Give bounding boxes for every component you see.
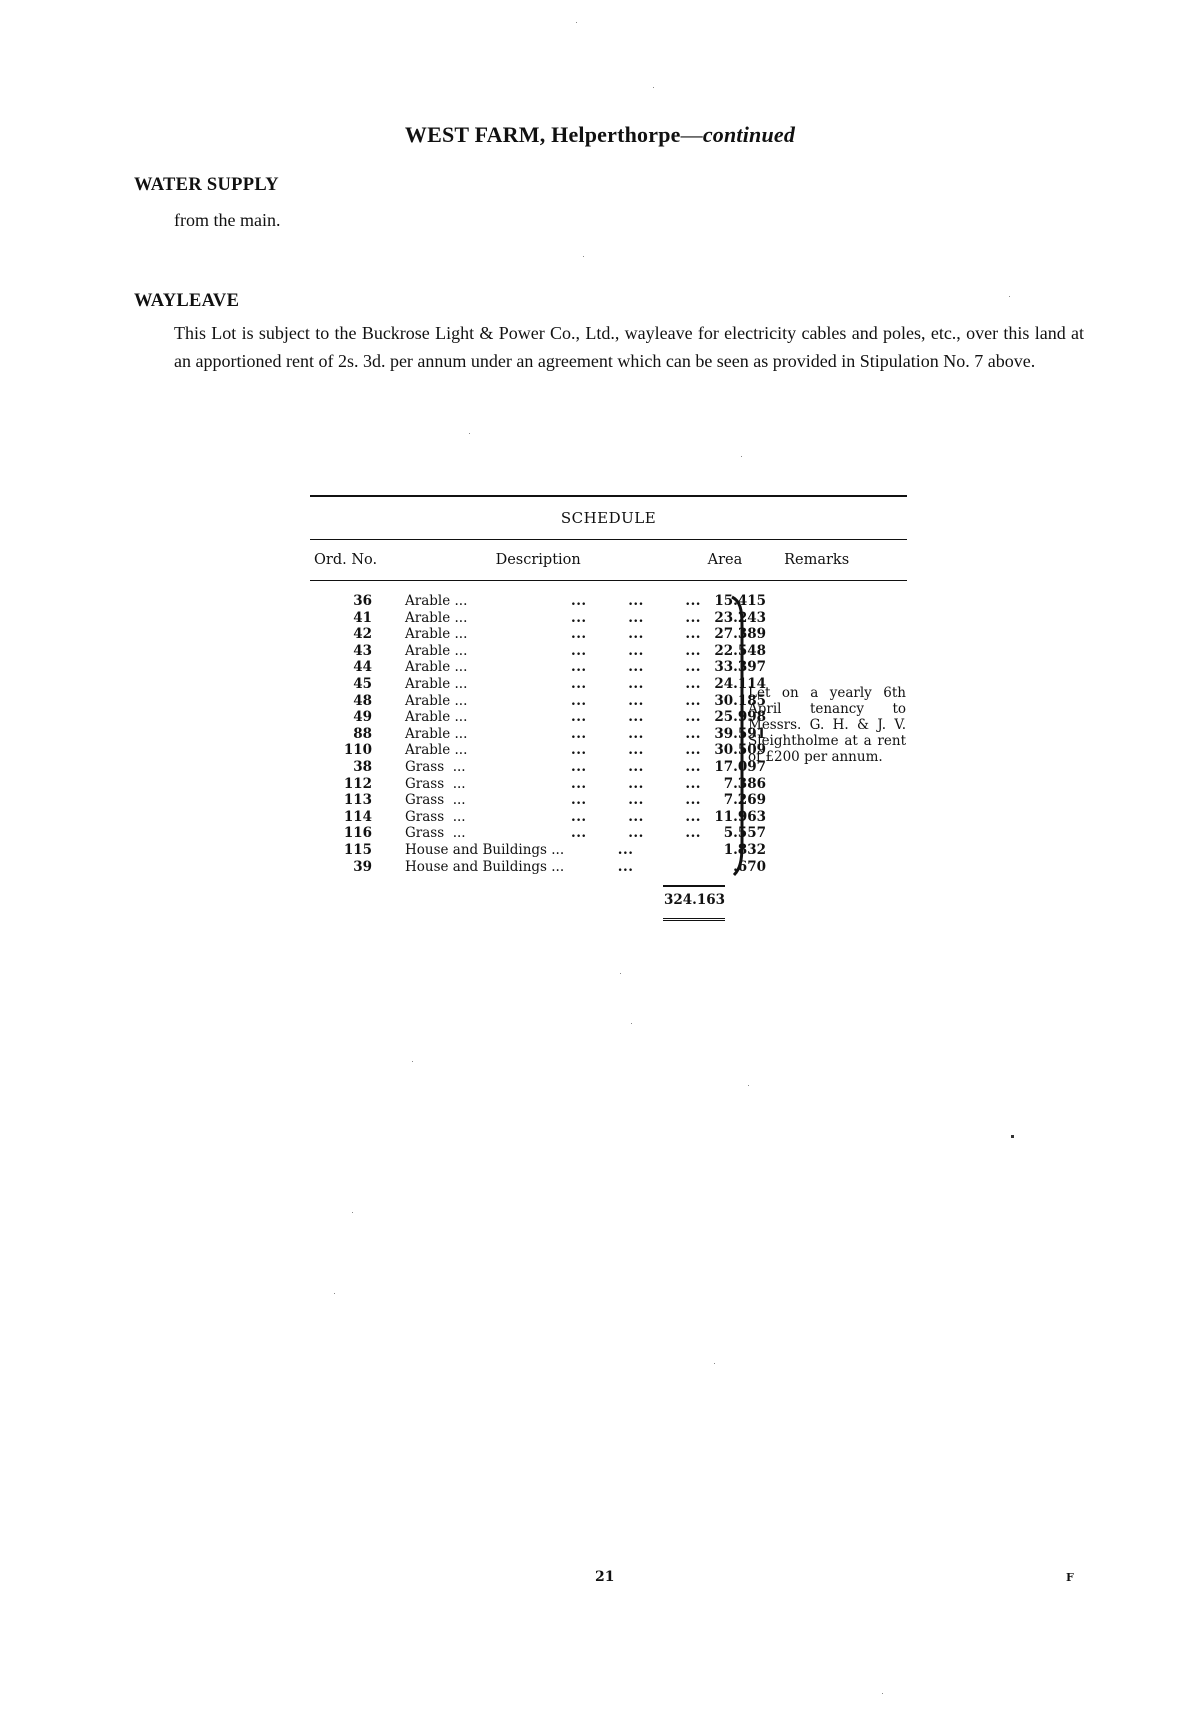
column-header-description: Description <box>495 552 581 568</box>
page-number: 21 <box>595 1569 615 1585</box>
area-cell: 23.243 <box>714 609 766 626</box>
description-cell: Arable ... <box>405 742 468 759</box>
ord-number-cell: 110 <box>343 742 372 759</box>
description-cell: House and Buildings ... <box>405 841 565 858</box>
scan-speck <box>748 1085 749 1086</box>
description-cell: Grass ... <box>405 792 466 809</box>
ord-number-cell: 114 <box>343 808 372 825</box>
description-cell: Grass ... <box>405 808 466 825</box>
ord-number-cell: 38 <box>353 758 372 775</box>
area-cell: 5.557 <box>723 825 766 842</box>
total-rule <box>663 885 725 887</box>
description-cell: Arable ... <box>405 725 468 742</box>
leader-dots: ... ... ... <box>545 642 701 659</box>
table-row <box>310 859 907 876</box>
description-cell: Arable ... <box>405 626 468 643</box>
page-title <box>0 122 1200 148</box>
scan-speck <box>576 22 577 23</box>
leader-dots: ... ... ... <box>545 626 701 643</box>
leader-dots: ... ... ... <box>545 775 701 792</box>
table-row <box>310 643 907 660</box>
wayleave-heading: WAYLEAVE <box>134 291 240 311</box>
description-cell: Arable ... <box>405 692 468 709</box>
description-cell: Grass ... <box>405 775 466 792</box>
area-cell: 25.998 <box>714 709 766 726</box>
leader-dots: ... <box>545 858 634 875</box>
ord-number-cell: 41 <box>353 609 372 626</box>
leader-dots: ... ... ... <box>545 742 701 759</box>
area-cell: 17.097 <box>714 758 766 775</box>
scan-speck <box>412 1061 413 1062</box>
description-cell: Arable ... <box>405 659 468 676</box>
column-header-area: Area <box>707 552 743 568</box>
leader-dots: ... ... ... <box>545 725 701 742</box>
area-cell: .670 <box>733 858 766 875</box>
area-cell: 39.591 <box>714 725 766 742</box>
leader-dots: ... ... ... <box>545 792 701 809</box>
column-header-ord-no: Ord. No. <box>314 552 378 568</box>
title-main: WEST FARM, Helperthorpe <box>404 122 681 147</box>
description-cell: Grass ... <box>405 758 466 775</box>
area-cell: 7.386 <box>723 775 766 792</box>
description-cell: Arable ... <box>405 709 468 726</box>
schedule-column-headers <box>310 540 907 580</box>
ord-number-cell: 88 <box>353 725 372 742</box>
ord-number-cell: 43 <box>353 642 372 659</box>
table-row <box>310 593 907 610</box>
total-double-rule <box>663 918 725 921</box>
leader-dots: ... <box>545 841 634 858</box>
ord-number-cell: 113 <box>343 792 372 809</box>
area-cell: 22.548 <box>714 642 766 659</box>
area-total: 324.163 <box>663 892 725 909</box>
schedule-rows <box>310 593 907 909</box>
scan-speck <box>1009 296 1010 297</box>
scan-speck <box>714 1363 715 1364</box>
brace-icon <box>730 595 750 877</box>
ord-number-cell: 42 <box>353 626 372 643</box>
schedule-remarks: Let on a yearly 6th April tenancy to Messrs. G. H. & J. V. Sleightholme at a rent of £200 per annum. <box>748 685 906 765</box>
leader-dots: ... ... ... <box>545 758 701 775</box>
table-row <box>310 659 907 676</box>
leader-dots: ... ... ... <box>545 808 701 825</box>
leader-dots: ... ... ... <box>545 659 701 676</box>
leader-dots: ... ... ... <box>545 692 701 709</box>
scan-speck <box>1011 1135 1014 1138</box>
leader-dots: ... ... ... <box>545 675 701 692</box>
water-supply-heading: WATER SUPPLY <box>134 175 279 195</box>
leader-dots: ... ... ... <box>545 825 701 842</box>
table-row <box>310 776 907 793</box>
area-cell: 33.397 <box>714 659 766 676</box>
area-cell: 15.415 <box>714 593 766 609</box>
column-header-remarks: Remarks <box>784 552 850 568</box>
ord-number-cell: 48 <box>353 692 372 709</box>
ord-number-cell: 44 <box>353 659 372 676</box>
header-bottom-rule <box>310 580 907 581</box>
table-row <box>310 626 907 643</box>
ord-number-cell: 49 <box>353 709 372 726</box>
description-cell: House and Buildings ... <box>405 858 565 875</box>
ord-number-cell: 36 <box>353 593 372 609</box>
area-cell: 1.832 <box>723 841 766 858</box>
ord-number-cell: 45 <box>353 675 372 692</box>
table-row <box>310 825 907 842</box>
area-cell: 24.114 <box>714 675 766 692</box>
ord-number-cell: 39 <box>353 858 372 875</box>
leader-dots: ... ... ... <box>545 709 701 726</box>
scan-speck <box>631 1023 632 1024</box>
description-cell: Arable ... <box>405 609 468 626</box>
leader-dots: ... ... ... <box>545 593 701 609</box>
table-row <box>310 842 907 859</box>
description-cell: Arable ... <box>405 675 468 692</box>
scan-speck <box>583 256 584 257</box>
area-cell: 27.389 <box>714 626 766 643</box>
scan-speck <box>334 1293 335 1294</box>
scan-speck <box>469 433 470 434</box>
schedule-title: SCHEDULE <box>560 509 657 527</box>
area-cell: 7.269 <box>723 792 766 809</box>
title-dash: — <box>680 122 703 147</box>
schedule-table <box>310 495 907 909</box>
wayleave-text: This Lot is subject to the Buckrose Light & Power Co., Ltd., wayleave for electricity cables and poles, etc., over this land at an apportioned rent of 2s. 3d. per annum under an agreement which can be seen as provided in Stipulation No. 7 above. <box>174 323 1084 371</box>
table-row <box>310 610 907 627</box>
table-row <box>310 792 907 809</box>
leader-dots: ... ... ... <box>545 609 701 626</box>
water-supply-text: from the main. <box>174 210 281 230</box>
ord-number-cell: 116 <box>343 825 372 842</box>
ord-number-cell: 112 <box>343 775 372 792</box>
area-cell: 30.185 <box>714 692 766 709</box>
scan-speck <box>352 1212 353 1213</box>
ord-number-cell: 115 <box>343 841 372 858</box>
area-cell: 30.509 <box>714 742 766 759</box>
title-continued: continued <box>702 122 796 147</box>
signature-mark: F <box>1066 1571 1074 1584</box>
table-row <box>310 809 907 826</box>
area-cell: 11.963 <box>714 808 766 825</box>
scan-speck <box>741 456 742 457</box>
scan-speck <box>620 973 621 974</box>
description-cell: Arable ... <box>405 642 468 659</box>
scan-speck <box>882 1693 883 1694</box>
description-cell: Arable ... <box>405 593 468 609</box>
scan-speck <box>653 87 654 88</box>
description-cell: Grass ... <box>405 825 466 842</box>
